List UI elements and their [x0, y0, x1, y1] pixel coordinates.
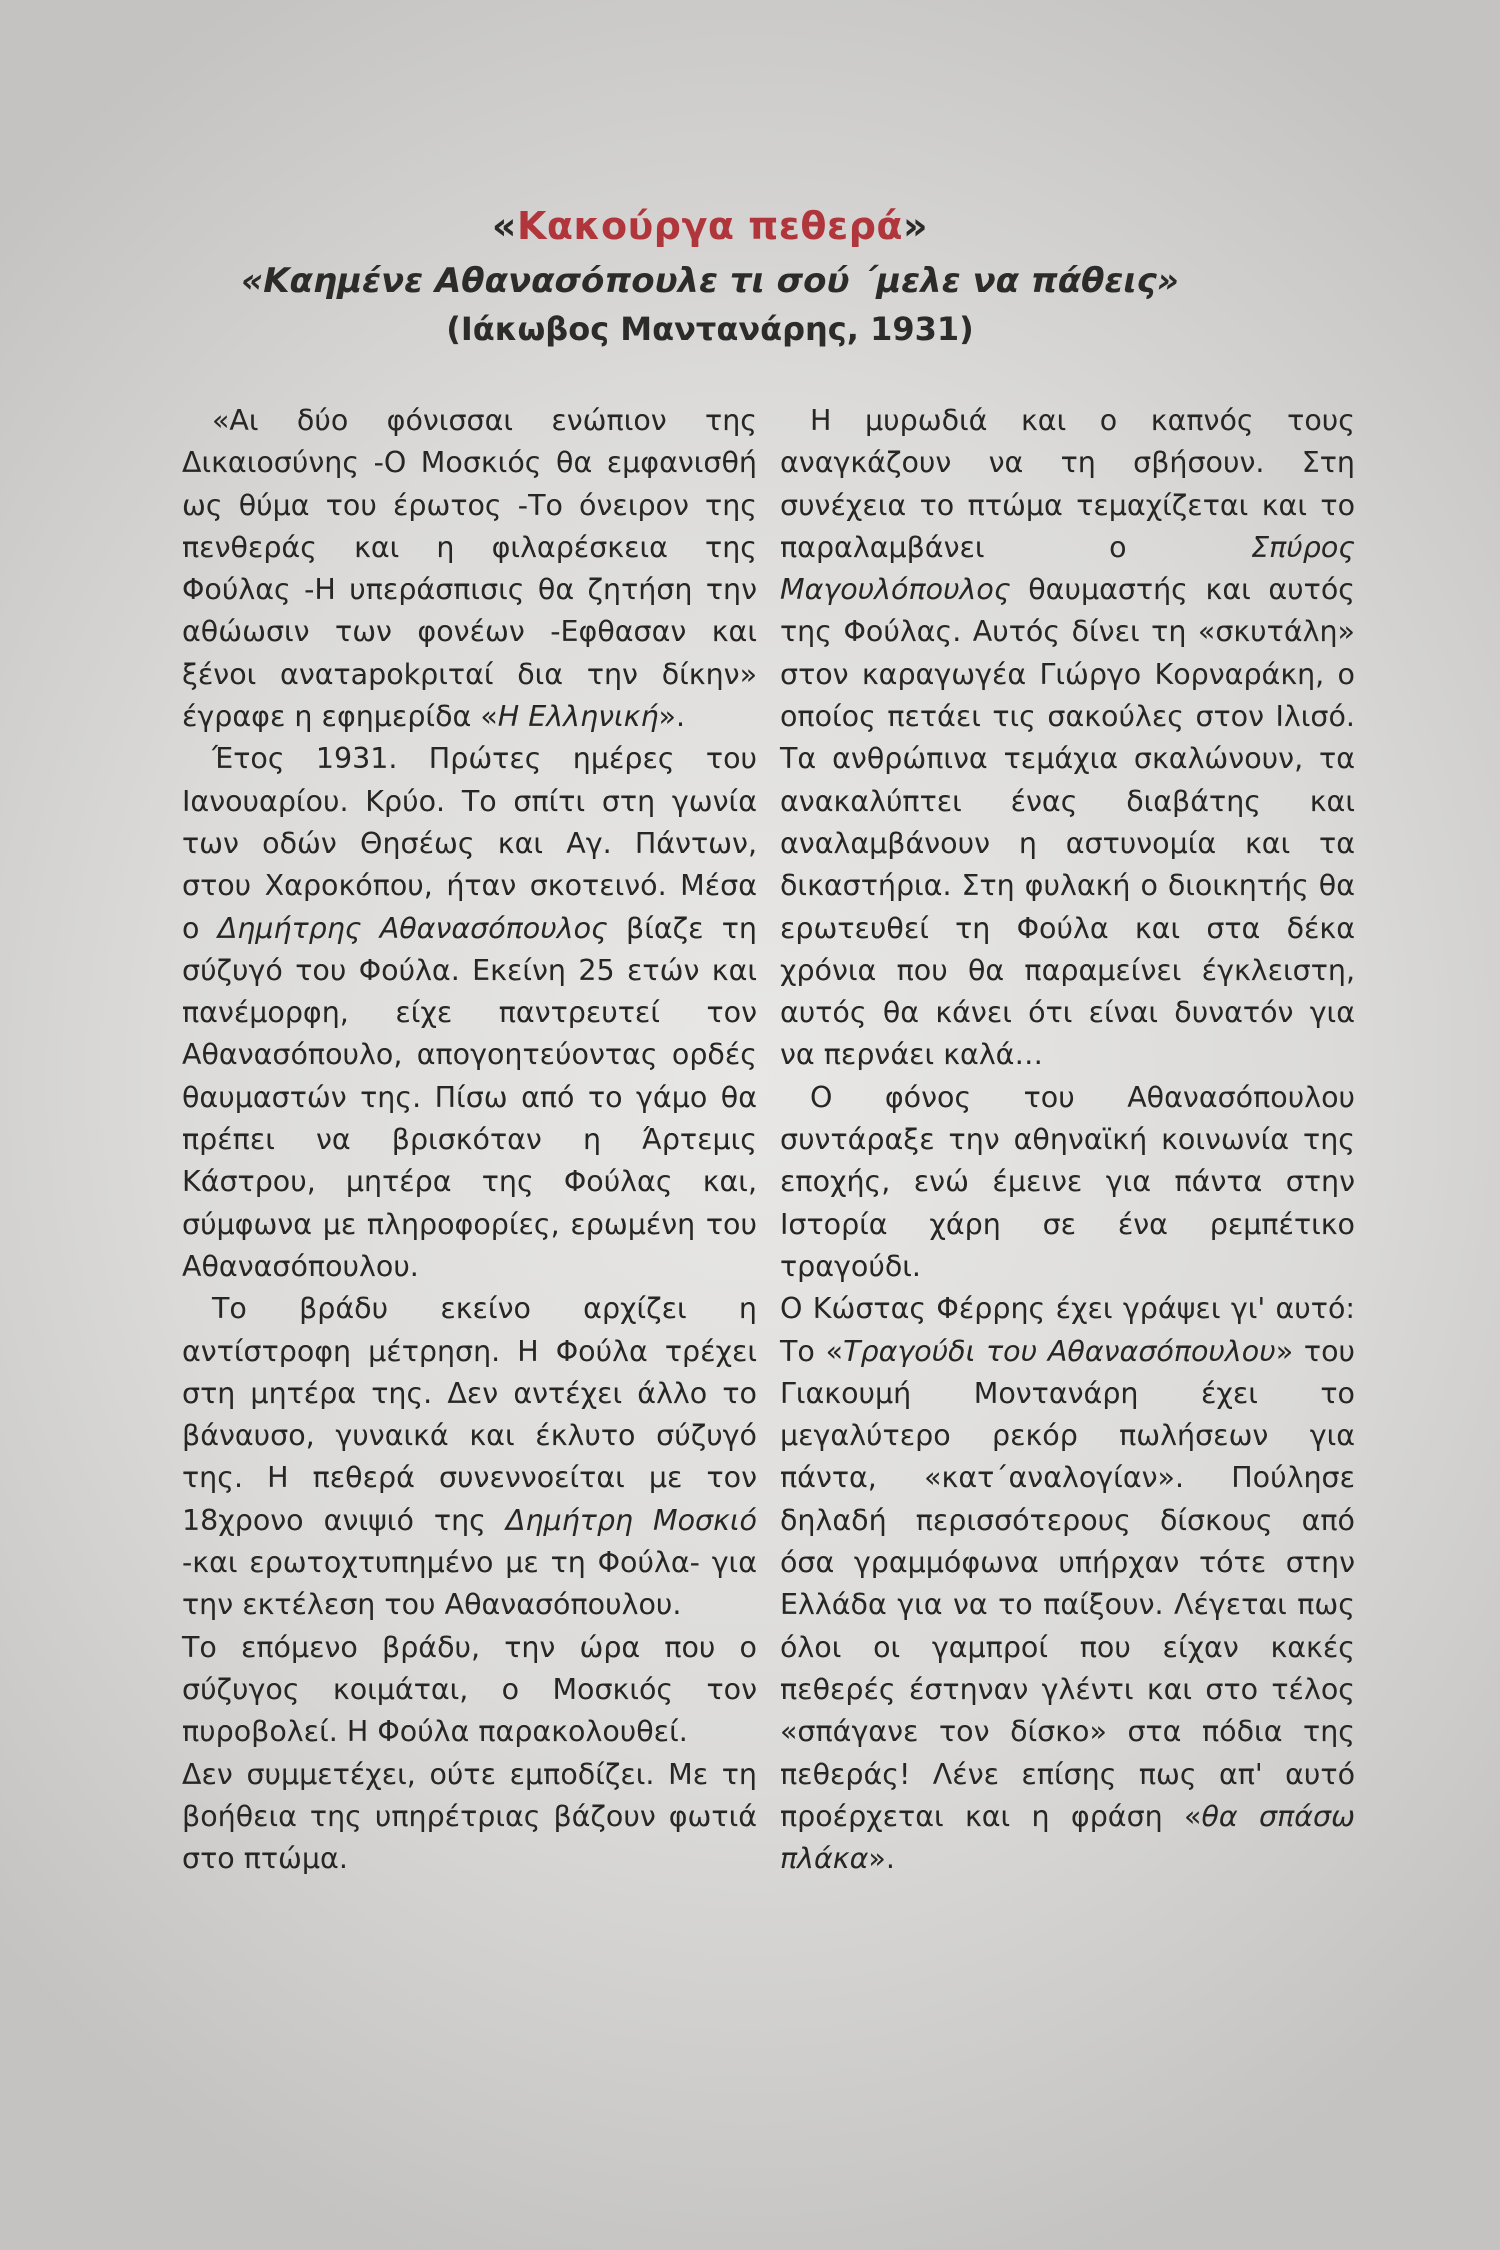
text-run: » του Γιακουμή Μοντανάρη έχει το μεγαλύτερο ρεκόρ πωλήσεων για πάντα, «κατ΄αναλογίαν». Πούλησε δηλαδή περισσότερους δίσκους από όσα γραμμόφωνα υπήρχαν τότε στην Ελλάδα για να το παίξουν. Λέγεται πως όλοι οι γαμπροί που είχαν κακές πεθερές έστηναν γλέντι και στο τέλος «σπάγανε τον δίσκο» στα πόδια της πεθεράς! Λένε επίσης πως απ' αυτό προέρχεται και η φράση «: [780, 1334, 1356, 1833]
text-run: ».: [658, 700, 686, 734]
italic-text: Δημήτρης Αθανασόπουλος: [217, 911, 608, 945]
text-run: βίαζε τη σύζυγό του Φούλα. Εκείνη 25 ετών και πανέμορφη, είχε παντρευτεί τον Αθανασόπουλο, απογοητεύοντας ορδές θαυμαστών της. Πίσω από το γάμο θα πρέπει να βρισκόταν η Άρτεμις Κάστρου, μητέρα της Φούλας και, σύμφωνα με πληροφορίες, ερωμένη του Αθανασόπουλου.: [182, 911, 757, 1283]
paragraph: [780, 1288, 1355, 1880]
text-run: Η μυρωδιά και ο καπνός τους αναγκάζουν να τη σβήσουν. Στη συνέχεια το πτώμα τεμαχίζεται και το παραλαμβάνει ο: [780, 404, 1355, 564]
paragraph: Ο φόνος του Αθανασόπουλου συντάραξε την αθηναϊκή κοινωνία της εποχής, ενώ έμεινε για πάντα στην Ιστορία χάρη σε ένα ρεμπέτικο τραγούδι.: [780, 1080, 1355, 1283]
text-run: -και ερωτοχτυπημένο με τη Φούλα- για την εκτέλεση του Αθανασόπουλου.: [182, 1546, 757, 1622]
italic-text: Σπύρος Μαγουλόπουλος: [780, 530, 1355, 607]
italic-text: Δημήτρη Μοσκιό: [505, 1503, 757, 1537]
text-run: Ο Κώστας Φέρρης έχει γράψει γι' αυτό: Το «: [780, 1292, 1355, 1368]
left-column: [182, 400, 757, 1880]
text-run: Έτος 1931. Πρώτες ημέρες του Ιανουαρίου. Κρύο. Το σπίτι στη γωνία των οδών Θησέως και Αγ. Πάντων, στου Χαροκόπου, ήταν σκοτεινό. Μέσα ο: [182, 742, 757, 945]
title-open-quote: «: [491, 204, 517, 248]
text-run: Το βράδυ εκείνο αρχίζει η αντίστροφη μέτρηση. Η Φούλα τρέχει στη μητέρα της. Δεν αντέχει άλλο το βάναυσο, γυναικά και έκλυτο σύζυγό της. Η πεθερά συνεννοείται με τον 18χρονο ανιψιό της: [182, 1292, 757, 1537]
paragraph: [182, 1288, 757, 1626]
italic-text: θα σπάσω πλάκα: [780, 1799, 1355, 1876]
title-main: Κακούργα πεθερά: [516, 204, 903, 248]
page-subtitle: «Καημένε Αθανασόπουλε τι σού ΄μελε να πάθεις»: [241, 261, 1179, 301]
paragraph: [780, 400, 1355, 1077]
attribution: (Ιάκωβος Μαντανάρης, 1931): [446, 310, 974, 348]
title-close-quote: »: [903, 204, 929, 248]
italic-text: Η Ελληνική: [497, 700, 659, 734]
text-run: «Αι δύο φόνισσαι ενώπιον της Δικαιοσύνης -Ο Μοσκιός θα εμφανισθή ως θύμα του έρωτος -Το όνειρον της πενθεράς και η φιλαρέσκεια της Φούλας -Η υπεράσπισις θα ζητήση την αθώωσιν των φονέων -Εφθασαν και ξένοι ανατapokριταί δια την δίκην» έγραφε η εφημερίδα «: [182, 404, 757, 734]
paragraph: [182, 400, 757, 738]
paragraph: Το επόμενο βράδυ, την ώρα που ο σύζυγος κοιμάται, ο Μοσκιός τον πυροβολεί. Η Φούλα παρακολουθεί.: [182, 1630, 757, 1749]
italic-text: Τραγούδι του Αθανασόπουλου: [843, 1334, 1276, 1368]
page-title: [130, 200, 1290, 252]
paragraph: [182, 738, 757, 1288]
text-run: θαυμαστής και αυτός της Φούλας. Αυτός δίνει τη «σκυτάλη» στον καραγωγέα Γιώργο Κορναράκη, ο οποίος πετάει τις σακούλες στον Ιλισό. Τα ανθρώπινα τεμάχια σκαλώνουν, τα ανακαλύπτει ένας διαβάτης και αναλαμβάνουν η αστυνομία και τα δικαστήρια. Στη φυλακή ο διοικητής θα ερωτευθεί τη Φούλα και στα δέκα χρόνια που θα παραμείνει έγκλειστη, αυτός θα κάνει ότι είναι δυνατόν για να περνάει καλά…: [780, 573, 1355, 1072]
paragraph: Δεν συμμετέχει, ούτε εμποδίζει. Με τη βοήθεια της υπηρέτριας βάζουν φωτιά στο πτώμα.: [182, 1757, 757, 1876]
document-header: [130, 200, 1290, 352]
right-column: [780, 400, 1355, 1880]
text-run: ».: [868, 1842, 895, 1876]
